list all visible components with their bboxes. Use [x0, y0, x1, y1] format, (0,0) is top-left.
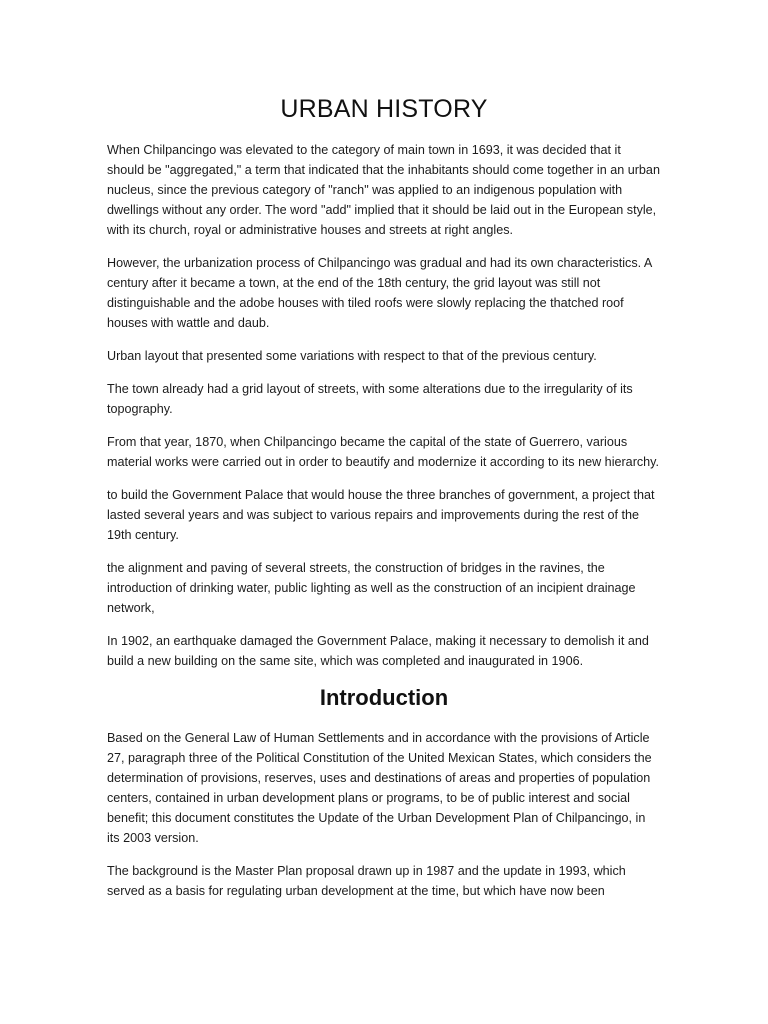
introduction-section: [107, 728, 661, 901]
paragraph: the alignment and paving of several streets, the construction of bridges in the ravines, the introduction of drinking water, public lighting as well as the construction of an incipient drainage network,: [107, 561, 636, 615]
section-heading-introduction: Introduction: [319, 685, 449, 710]
paragraph: The town already had a grid layout of streets, with some alterations due to the irregularity of its topography.: [107, 382, 633, 416]
paragraph: However, the urbanization process of Chilpancingo was gradual and had its own characteristics. A century after it became a town, at the end of the 18th century, the grid layout was still not distinguishable and the adobe houses with tiled roofs were slowly replacing the thatched roof houses with wattle and daub.: [107, 256, 652, 330]
document-title: URBAN HISTORY: [280, 95, 488, 123]
paragraph: Based on the General Law of Human Settlements and in accordance with the provisions of Article 27, paragraph three of the Political Constitution of the United Mexican States, which considers the determination of provisions, reserves, uses and destinations of areas and properties of population centers, contained in urban development plans or programs, to be of public interest and social benefit; this document constitutes the Update of the Urban Development Plan of Chilpancingo, in its 2003 version.: [107, 731, 652, 845]
paragraph: to build the Government Palace that would house the three branches of government, a project that lasted several years and was subject to various repairs and improvements during the rest of the 19th century.: [107, 488, 655, 542]
paragraph: When Chilpancingo was elevated to the category of main town in 1693, it was decided that it should be "aggregated," a term that indicated that the inhabitants should come together in an urban nucleus, since the previous category of "ranch" was applied to an indigenous population with dwellings without any order. The word "add" implied that it should be laid out in the European style, with its church, royal or administrative houses and streets at right angles.: [107, 143, 660, 237]
paragraph: Urban layout that presented some variations with respect to that of the previous century.: [107, 349, 597, 363]
paragraph: The background is the Master Plan proposal drawn up in 1987 and the update in 1993, which served as a basis for regulating urban development at the time, but which have now been: [107, 864, 626, 898]
urban-history-section: [107, 140, 661, 671]
paragraph: In 1902, an earthquake damaged the Government Palace, making it necessary to demolish it and build a new building on the same site, which was completed and inaugurated in 1906.: [107, 634, 649, 668]
paragraph: From that year, 1870, when Chilpancingo became the capital of the state of Guerrero, various material works were carried out in order to beautify and modernize it according to its new hierarchy.: [107, 435, 660, 469]
